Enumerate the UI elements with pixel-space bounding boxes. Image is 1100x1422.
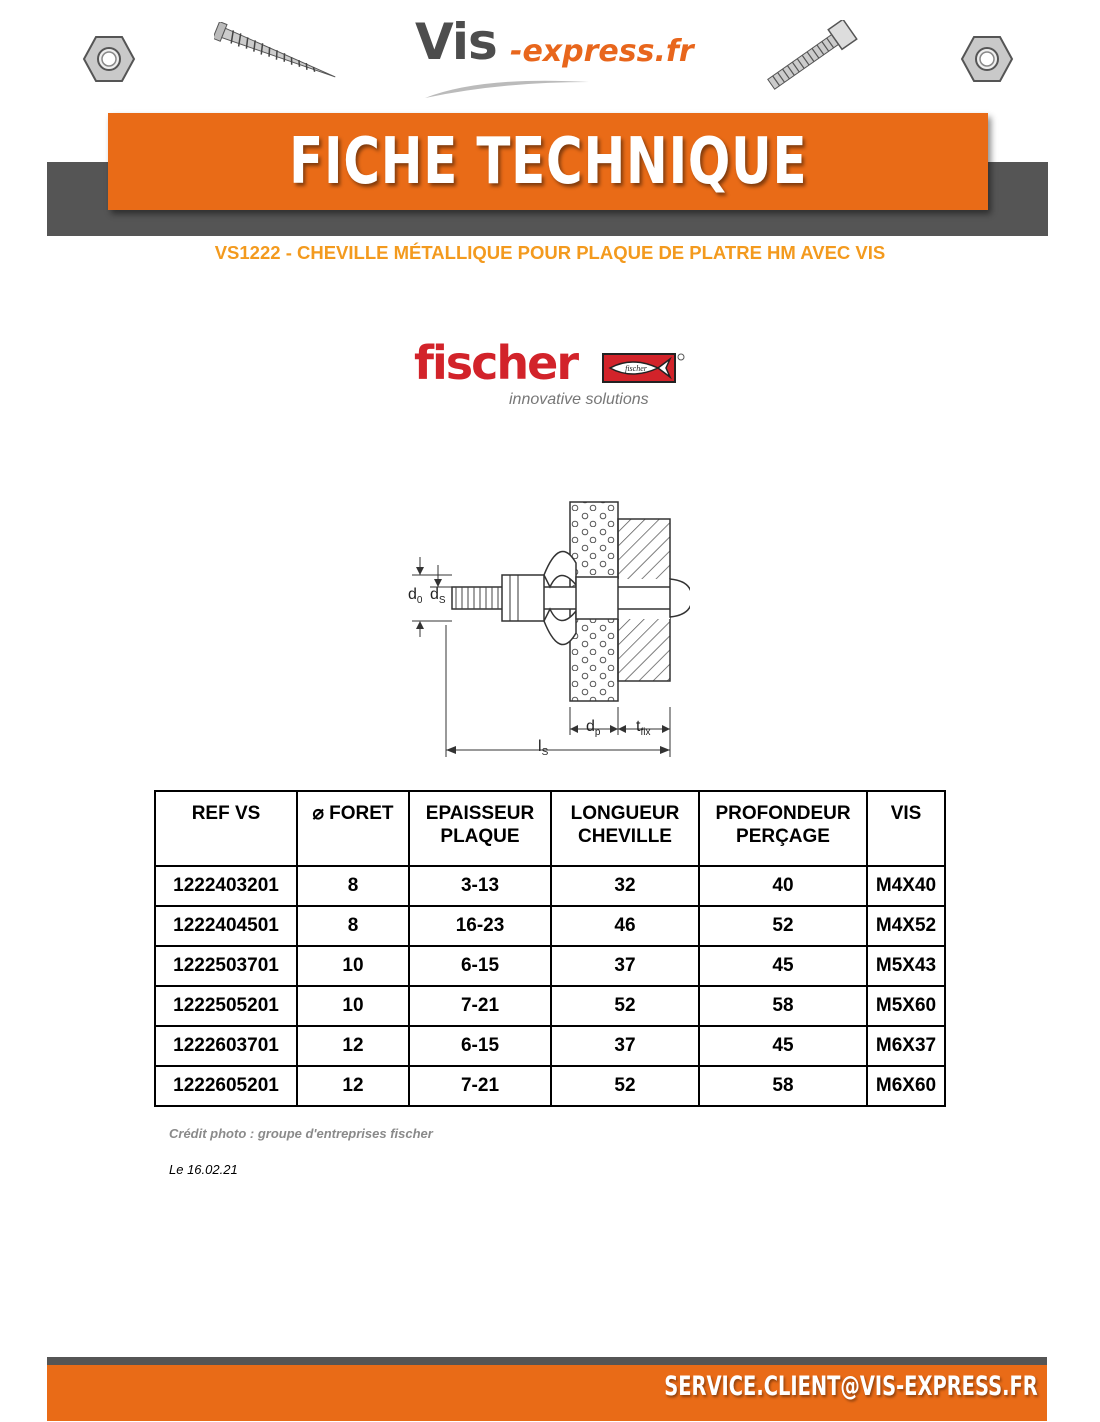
spec-table <box>154 790 946 1107</box>
photo-credit: Crédit photo : groupe d'entreprises fischer <box>169 1126 433 1141</box>
hex-nut-icon <box>82 34 136 84</box>
col-header-screw: VIS <box>867 791 945 866</box>
cell-anchor-length: 46 <box>551 906 699 946</box>
cell-drill-depth: 58 <box>699 1066 867 1106</box>
dim-ls-label: l <box>538 738 542 755</box>
cell-screw: M6X60 <box>867 1066 945 1106</box>
cell-anchor-length: 37 <box>551 946 699 986</box>
brand-logo-suffix: -express.fr <box>510 34 694 69</box>
table-row <box>155 906 945 946</box>
col-header-anchor-length: LONGUEUR CHEVILLE <box>551 791 699 866</box>
cell-anchor-length: 52 <box>551 986 699 1026</box>
cell-ref: 1222403201 <box>155 866 297 906</box>
cell-screw: M5X60 <box>867 986 945 1026</box>
cell-drill: 10 <box>297 946 409 986</box>
dim-dp-label: d <box>586 718 595 735</box>
svg-text:d0 <box>408 586 423 606</box>
cell-ref: 1222404501 <box>155 906 297 946</box>
footer-email: SERVICE.CLIENT@VIS-EXPRESS.FR <box>664 1371 1038 1402</box>
col-header-drill-depth: PROFONDEUR PERÇAGE <box>699 791 867 866</box>
table-row <box>155 946 945 986</box>
cell-drill: 8 <box>297 866 409 906</box>
svg-text:dp <box>586 718 601 738</box>
swoosh-icon <box>421 74 591 102</box>
col-header-board-thickness: EPAISSEUR PLAQUE <box>409 791 551 866</box>
dim-ds-sub: S <box>438 595 446 606</box>
dim-tfix-label: t <box>636 718 641 735</box>
technical-diagram <box>400 495 690 765</box>
dim-tfix-sub: fix <box>640 727 651 738</box>
cell-board-thickness: 16-23 <box>409 906 551 946</box>
cell-drill-depth: 45 <box>699 1026 867 1066</box>
brand-logo <box>415 12 695 102</box>
cell-anchor-length: 52 <box>551 1066 699 1106</box>
svg-text:tfix <box>636 718 650 738</box>
hex-nut-icon <box>960 34 1014 84</box>
cell-screw: M4X40 <box>867 866 945 906</box>
cell-drill-depth: 40 <box>699 866 867 906</box>
product-title: VS1222 - CHEVILLE MÉTALLIQUE POUR PLAQUE DE PLATRE HM AVEC VIS <box>214 242 886 263</box>
cell-drill-depth: 58 <box>699 986 867 1026</box>
cell-board-thickness: 7-21 <box>409 986 551 1026</box>
dim-dp-sub: p <box>594 727 601 738</box>
fish-emblem-text: fischer <box>625 364 647 373</box>
svg-text:lS <box>538 738 549 758</box>
banner-title: FICHE TECHNIQUE <box>288 124 808 199</box>
table-row <box>155 1026 945 1066</box>
banner <box>108 113 988 210</box>
dim-ds-label: d <box>430 586 439 603</box>
cell-board-thickness: 7-21 <box>409 1066 551 1106</box>
table-row <box>155 1066 945 1106</box>
cell-board-thickness: 3-13 <box>409 866 551 906</box>
cell-drill: 12 <box>297 1026 409 1066</box>
cell-drill-depth: 45 <box>699 946 867 986</box>
cell-ref: 1222505201 <box>155 986 297 1026</box>
fish-emblem-icon <box>602 353 686 383</box>
anchor-body <box>502 575 544 621</box>
brand-logo-main: Vis <box>415 13 497 71</box>
cell-drill: 12 <box>297 1066 409 1106</box>
svg-text:dS <box>430 586 446 606</box>
col-header-drill: ⌀ FORET <box>297 791 409 866</box>
cell-drill: 10 <box>297 986 409 1026</box>
table-row <box>155 866 945 906</box>
cell-screw: M5X43 <box>867 946 945 986</box>
machine-screw-icon <box>762 20 864 90</box>
cell-ref: 1222605201 <box>155 1066 297 1106</box>
cell-ref: 1222503701 <box>155 946 297 986</box>
cell-screw: M4X52 <box>867 906 945 946</box>
footer-divider <box>47 1357 1047 1365</box>
table-row <box>155 986 945 1026</box>
manufacturer-logo <box>414 335 694 415</box>
cell-anchor-length: 32 <box>551 866 699 906</box>
cell-board-thickness: 6-15 <box>409 946 551 986</box>
manufacturer-name: fischer <box>414 336 578 390</box>
cell-drill: 8 <box>297 906 409 946</box>
dim-d0-sub: 0 <box>416 595 423 606</box>
cell-ref: 1222603701 <box>155 1026 297 1066</box>
dim-ls-sub: S <box>541 747 549 758</box>
cell-anchor-length: 37 <box>551 1026 699 1066</box>
dim-d0-label: d <box>408 586 417 603</box>
document-date: Le 16.02.21 <box>169 1162 238 1177</box>
screw-head <box>670 579 690 617</box>
cell-drill-depth: 52 <box>699 906 867 946</box>
cell-screw: M6X37 <box>867 1026 945 1066</box>
wood-screw-icon <box>214 22 349 80</box>
cell-board-thickness: 6-15 <box>409 1026 551 1066</box>
manufacturer-tagline: innovative solutions <box>509 391 649 408</box>
col-header-ref: REF VS <box>155 791 297 866</box>
table-header-row <box>155 791 945 866</box>
